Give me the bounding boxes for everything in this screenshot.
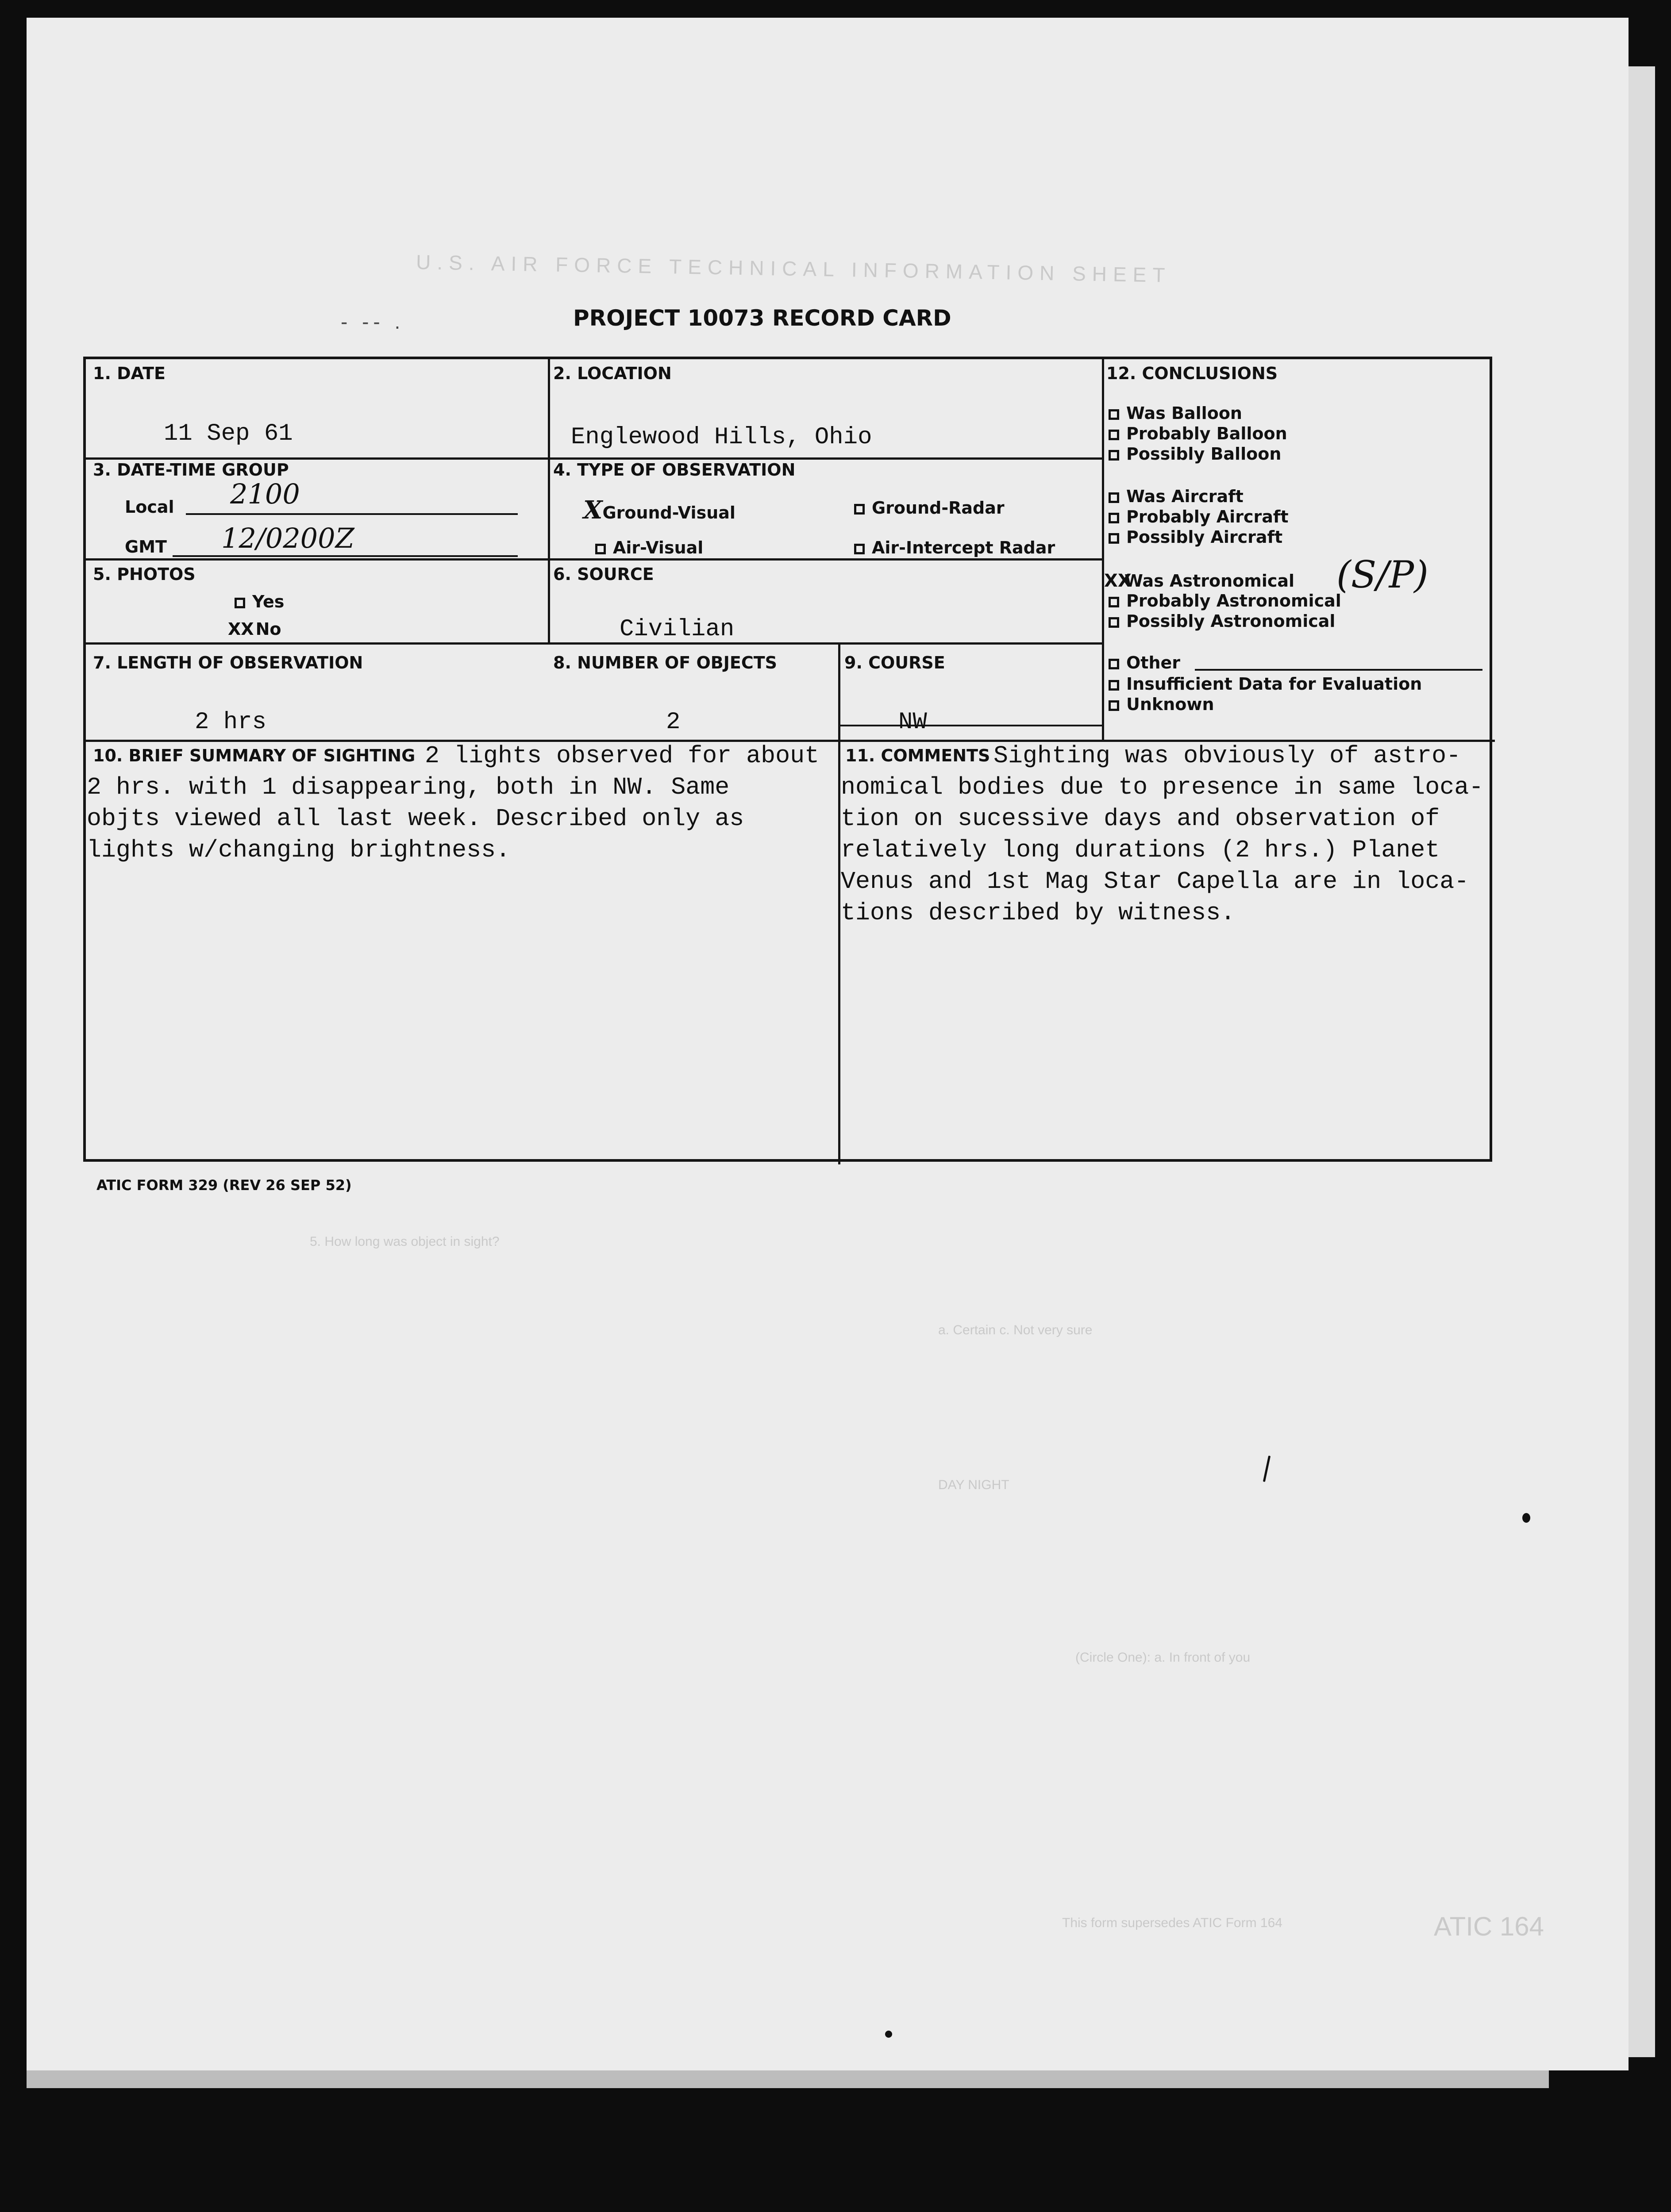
photos-label: 5. PHOTOS — [93, 565, 196, 584]
check-mark-icon: XX — [228, 619, 254, 639]
photos-yes-option: Yes — [235, 592, 284, 611]
conclusion-was-aircraft: Was Aircraft — [1109, 487, 1244, 506]
bleedthrough-form-number: ATIC 164 — [1434, 1912, 1544, 1941]
bleedthrough-line: This form supersedes ATIC Form 164 — [1062, 1916, 1282, 1930]
dash-marks: - -- . — [341, 310, 405, 333]
checkbox-icon — [854, 504, 865, 515]
scan-speck — [885, 2031, 892, 2038]
grid-line — [838, 725, 1102, 726]
check-mark-icon: X — [583, 495, 603, 525]
checkbox-icon — [1109, 533, 1119, 544]
date-value: 11 Sep 61 — [164, 420, 293, 447]
bleedthrough-line: DAY NIGHT — [938, 1478, 1009, 1492]
checkbox-icon — [1109, 700, 1119, 711]
observation-type-label: 4. TYPE OF OBSERVATION — [553, 460, 796, 480]
photos-no-option: XX No — [228, 619, 281, 639]
option-ground-visual: XGround-Visual — [583, 495, 735, 525]
conclusion-probably-aircraft: Probably Aircraft — [1109, 507, 1289, 526]
conclusion-possibly-balloon: Possibly Balloon — [1109, 444, 1281, 464]
other-underline — [1195, 669, 1482, 671]
bleedthrough-title: U.S. AIR FORCE TECHNICAL INFORMATION SHEET — [416, 250, 1171, 287]
option-air-visual: Air-Visual — [595, 538, 703, 557]
checkbox-icon — [595, 544, 606, 554]
course-value: NW — [898, 709, 927, 736]
location-value: Englewood Hills, Ohio — [571, 424, 872, 451]
conclusion-probably-astronomical: Probably Astronomical — [1109, 591, 1341, 611]
location-label: 2. LOCATION — [553, 364, 672, 383]
conclusion-was-balloon: Was Balloon — [1109, 403, 1242, 423]
comments-label: 11. COMMENTS — [845, 746, 990, 765]
grid-line — [838, 740, 840, 1164]
local-time-value: 2100 — [230, 478, 300, 510]
checkbox-icon — [1109, 680, 1119, 691]
checkbox-icon — [1109, 617, 1119, 628]
bleedthrough-line: (Circle One): a. In front of you — [1075, 1650, 1251, 1665]
conclusion-possibly-astronomical: Possibly Astronomical — [1109, 611, 1335, 631]
grid-line — [86, 558, 1102, 561]
comments-first-line: Sighting was obviously of astro- — [993, 742, 1461, 770]
checkbox-icon — [1109, 430, 1119, 440]
summary-text: 2 hrs. with 1 disappearing, both in NW. Same objts viewed all last week. Described only as lights w/changing brightness. — [87, 773, 744, 864]
conclusion-insufficient-data: Insufficient Data for Evaluation — [1109, 674, 1422, 694]
option-air-intercept-radar: Air-Intercept Radar — [854, 538, 1055, 557]
date-label: 1. DATE — [93, 364, 166, 383]
checkbox-icon — [854, 544, 865, 554]
conclusion-unknown: Unknown — [1109, 695, 1214, 714]
form-number: ATIC FORM 329 (REV 26 SEP 52) — [96, 1177, 352, 1194]
gmt-time-value: 12/0200Z — [221, 522, 354, 554]
checkbox-icon — [1109, 513, 1119, 523]
local-underline — [186, 513, 518, 515]
dtg-label: 3. DATE-TIME GROUP — [93, 460, 289, 480]
bleedthrough-line: 5. How long was object in sight? — [310, 1234, 500, 1249]
source-label: 6. SOURCE — [553, 565, 654, 584]
scan-speck — [1522, 1513, 1530, 1523]
bleedthrough-line: a. Certain c. Not very sure — [938, 1323, 1093, 1337]
checkbox-icon — [1109, 450, 1119, 461]
conclusion-probably-balloon: Probably Balloon — [1109, 424, 1287, 443]
course-label: 9. COURSE — [844, 653, 945, 672]
option-ground-radar: Ground-Radar — [854, 498, 1005, 518]
grid-line — [548, 359, 550, 642]
summary-first-line: 2 lights observed for about — [425, 742, 820, 770]
gmt-underline — [173, 555, 518, 557]
conclusion-was-astronomical: XXWas Astronomical — [1104, 571, 1295, 591]
checkbox-icon — [1109, 409, 1119, 420]
grid-line — [1102, 359, 1104, 740]
objects-label: 8. NUMBER OF OBJECTS — [553, 653, 778, 672]
check-mark-icon: XX — [1104, 571, 1132, 591]
astronomical-note: (S/P) — [1336, 553, 1428, 596]
checkbox-icon — [1109, 597, 1119, 607]
objects-value: 2 — [666, 709, 681, 736]
grid-line — [86, 642, 1102, 645]
local-label: Local — [125, 497, 174, 517]
conclusions-label: 12. CONCLUSIONS — [1106, 364, 1278, 383]
conclusion-other: Other — [1109, 653, 1180, 672]
checkbox-icon — [235, 598, 245, 608]
checkbox-icon — [1109, 659, 1119, 669]
underlying-sheet-edge — [1629, 66, 1655, 2057]
length-label: 7. LENGTH OF OBSERVATION — [93, 653, 363, 672]
summary-label: 10. BRIEF SUMMARY OF SIGHTING — [93, 746, 416, 765]
gmt-label: GMT — [125, 537, 167, 557]
conclusion-possibly-aircraft: Possibly Aircraft — [1109, 527, 1282, 547]
source-value: Civilian — [620, 616, 735, 643]
length-value: 2 hrs — [195, 709, 267, 736]
checkbox-icon — [1109, 492, 1119, 503]
underlying-sheet-edge-bottom — [27, 2070, 1549, 2088]
card-title: PROJECT 10073 RECORD CARD — [573, 305, 951, 331]
comments-text: nomical bodies due to presence in same loca- tion on sucessive days and observation of relatively long durations (2 hrs.) Planet Venus and 1st Mag Star Capella are in loca- tions described by witness. — [841, 773, 1484, 927]
grid-line — [86, 457, 1102, 460]
